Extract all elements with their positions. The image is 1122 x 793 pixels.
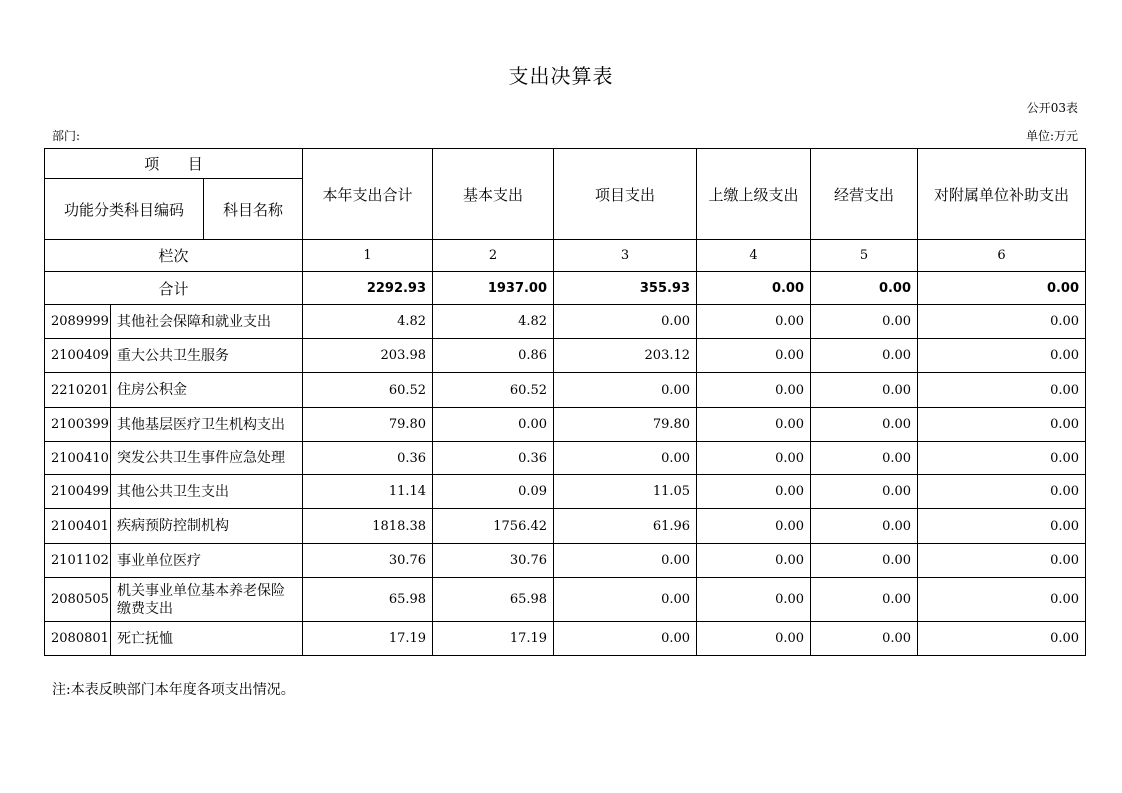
amount-cell: 0.36	[303, 442, 433, 475]
amount-cell: 203.98	[303, 339, 433, 373]
amount-cell: 0.36	[433, 442, 554, 475]
department-label: 部门:	[52, 129, 81, 143]
subject-name: 事业单位医疗	[111, 544, 303, 578]
total-value: 0.00	[697, 272, 811, 305]
data-rows	[45, 305, 1086, 656]
amount-cell: 0.00	[811, 475, 918, 509]
table-row	[45, 544, 1086, 578]
amount-cell: 0.00	[697, 442, 811, 475]
amount-cell: 0.00	[554, 442, 697, 475]
amount-cell: 60.52	[303, 373, 433, 408]
footnote: 注:本表反映部门本年度各项支出情况。	[52, 682, 295, 698]
amount-cell: 0.00	[918, 622, 1086, 656]
unit-label: 单位:万元	[1025, 129, 1078, 143]
amount-cell: 0.00	[918, 509, 1086, 544]
amount-cell: 0.00	[918, 373, 1086, 408]
amount-cell: 65.98	[433, 578, 554, 622]
table-row	[45, 578, 1086, 622]
header-row-top	[45, 149, 1086, 179]
total-value: 1937.00	[433, 272, 554, 305]
amount-cell: 0.00	[697, 578, 811, 622]
page-title: 支出决算表	[508, 64, 614, 88]
amount-cell: 0.00	[918, 544, 1086, 578]
amount-cell: 0.00	[918, 578, 1086, 622]
total-row	[45, 272, 1086, 305]
amount-cell: 0.00	[697, 544, 811, 578]
amount-cell: 0.00	[433, 408, 554, 442]
col-header-subsidy: 对附属单位补助支出	[918, 149, 1086, 240]
amount-cell: 0.00	[554, 578, 697, 622]
subject-name: 其他社会保障和就业支出	[111, 305, 303, 339]
amount-cell: 11.14	[303, 475, 433, 509]
total-value: 2292.93	[303, 272, 433, 305]
subject-name: 其他公共卫生支出	[111, 475, 303, 509]
subject-name: 机关事业单位基本养老保险缴费支出	[111, 578, 303, 622]
subject-name: 其他基层医疗卫生机构支出	[111, 408, 303, 442]
subject-name: 突发公共卫生事件应急处理	[111, 442, 303, 475]
amount-cell: 1756.42	[433, 509, 554, 544]
amount-cell: 79.80	[554, 408, 697, 442]
function-code: 2080801	[45, 622, 111, 656]
total-value: 0.00	[918, 272, 1086, 305]
amount-cell: 0.00	[811, 339, 918, 373]
total-value: 0.00	[811, 272, 918, 305]
amount-cell: 60.52	[433, 373, 554, 408]
amount-cell: 0.00	[697, 408, 811, 442]
amount-cell: 4.82	[303, 305, 433, 339]
amount-cell: 0.00	[918, 305, 1086, 339]
subject-name: 重大公共卫生服务	[111, 339, 303, 373]
amount-cell: 17.19	[433, 622, 554, 656]
amount-cell: 0.00	[811, 544, 918, 578]
amount-cell: 0.00	[811, 408, 918, 442]
function-code: 2100409	[45, 339, 111, 373]
amount-cell: 0.00	[697, 373, 811, 408]
col-number: 6	[918, 240, 1086, 272]
amount-cell: 30.76	[433, 544, 554, 578]
amount-cell: 65.98	[303, 578, 433, 622]
amount-cell: 0.00	[697, 339, 811, 373]
amount-cell: 0.00	[811, 442, 918, 475]
amount-cell: 0.00	[918, 408, 1086, 442]
function-code: 2101102	[45, 544, 111, 578]
amount-cell: 61.96	[554, 509, 697, 544]
amount-cell: 0.00	[697, 509, 811, 544]
amount-cell: 0.00	[554, 305, 697, 339]
amount-cell: 0.00	[554, 544, 697, 578]
subject-name-header: 科目名称	[204, 179, 303, 240]
function-code: 2100399	[45, 408, 111, 442]
function-code: 2100410	[45, 442, 111, 475]
form-number: 公开03表	[1026, 101, 1078, 115]
subject-name: 住房公积金	[111, 373, 303, 408]
amount-cell: 30.76	[303, 544, 433, 578]
amount-cell: 11.05	[554, 475, 697, 509]
function-code: 2089999	[45, 305, 111, 339]
amount-cell: 17.19	[303, 622, 433, 656]
function-code: 2210201	[45, 373, 111, 408]
table-row	[45, 622, 1086, 656]
table-row	[45, 408, 1086, 442]
col-number: 1	[303, 240, 433, 272]
table-row	[45, 442, 1086, 475]
amount-cell: 0.09	[433, 475, 554, 509]
amount-cell: 79.80	[303, 408, 433, 442]
col-number: 5	[811, 240, 918, 272]
amount-cell: 0.00	[554, 373, 697, 408]
col-header-total: 本年支出合计	[303, 149, 433, 240]
amount-cell: 0.00	[697, 622, 811, 656]
amount-cell: 0.00	[554, 622, 697, 656]
subject-name: 死亡抚恤	[111, 622, 303, 656]
amount-cell: 0.00	[811, 578, 918, 622]
expenditure-table	[44, 148, 1086, 656]
row-label: 栏次	[45, 240, 303, 272]
col-number: 4	[697, 240, 811, 272]
total-label: 合计	[45, 272, 303, 305]
col-header-project: 项目支出	[554, 149, 697, 240]
amount-cell: 0.00	[697, 475, 811, 509]
amount-cell: 0.00	[918, 442, 1086, 475]
amount-cell: 0.00	[918, 339, 1086, 373]
table-row	[45, 475, 1086, 509]
col-number: 3	[554, 240, 697, 272]
amount-cell: 0.00	[811, 622, 918, 656]
function-code: 2080505	[45, 578, 111, 622]
table-row	[45, 373, 1086, 408]
amount-cell: 0.00	[697, 305, 811, 339]
amount-cell: 203.12	[554, 339, 697, 373]
function-code: 2100401	[45, 509, 111, 544]
col-header-operating: 经营支出	[811, 149, 918, 240]
func-code-header: 功能分类科目编码	[45, 179, 204, 240]
function-code: 2100499	[45, 475, 111, 509]
col-header-remit: 上缴上级支出	[697, 149, 811, 240]
table-row	[45, 509, 1086, 544]
amount-cell: 0.00	[811, 509, 918, 544]
amount-cell: 0.00	[918, 475, 1086, 509]
amount-cell: 0.00	[811, 305, 918, 339]
col-header-basic: 基本支出	[433, 149, 554, 240]
amount-cell: 0.00	[811, 373, 918, 408]
table-row	[45, 339, 1086, 373]
project-header: 项 目	[45, 149, 303, 179]
column-number-row	[45, 240, 1086, 272]
amount-cell: 4.82	[433, 305, 554, 339]
subject-name: 疾病预防控制机构	[111, 509, 303, 544]
amount-cell: 1818.38	[303, 509, 433, 544]
amount-cell: 0.86	[433, 339, 554, 373]
total-value: 355.93	[554, 272, 697, 305]
col-number: 2	[433, 240, 554, 272]
table-row	[45, 305, 1086, 339]
